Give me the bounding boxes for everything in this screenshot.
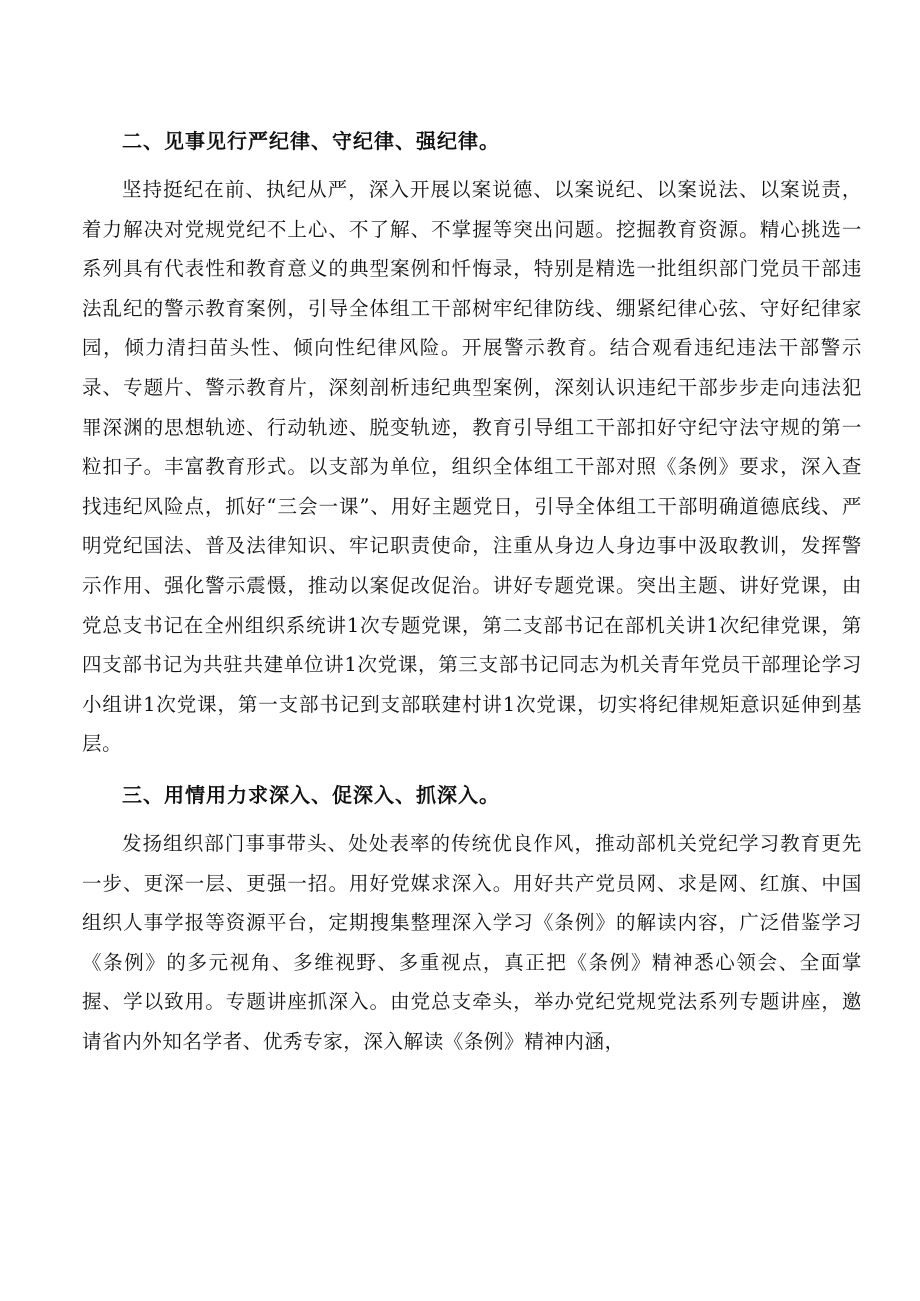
- section-paragraph-3: 发扬组织部门事事带头、处处表率的传统优良作风，推动部机关党纪学习教育更先一步、更深一层、更强一招。用好党媒求深入。用好共产党员网、求是网、红旗、中国组织人事学报等资源平台，定期搜集整理深入学习《条例》的解读内容，广泛借鉴学习《条例》的多元视角、多维视野、多重视点，真正把《条例》精神悉心领会、全面掌握、学以致用。专题讲座抓深入。由党总支牵头，举办党纪党规党法系列专题讲座，邀请省内外知名学者、优秀专家，深入解读《条例》精神内涵，: [82, 831, 862, 1053]
- section-heading-3: 三、用情用力求深入、促深入、抓深入。: [122, 782, 500, 807]
- section-heading-2: 二、见事见行严纪律、守纪律、强纪律。: [122, 129, 500, 153]
- section-paragraph-2: 坚持挺纪在前、执纪从严，深入开展以案说德、以案说纪、以案说法、以案说责，着力解决对党规党纪不上心、不了解、不掌握等突出问题。挖掘教育资源。精心挑选一系列具有代表性和教育意义的典型案例和忏悔录，特别是精选一批组织部门党员干部违法乱纪的警示教育案例，引导全体组工干部树牢纪律防线、绷紧纪律心弦、守好纪律家园，倾力清扫苗头性、倾向性纪律风险。开展警示教育。结合观看违纪违法干部警示录、专题片、警示教育片，深刻剖析违纪典型案例，深刻认识违纪干部步步走向违法犯罪深渊的思想轨迹、行动轨迹、脱变轨迹，教育引导组工干部扣好守纪守法守规的第一粒扣子。丰富教育形式。以支部为单位，组织全体组工干部对照《条例》要求，深入查找违纪风险点，抓好“三会一课”、用好主题党日，引导全体组工干部明确道德底线、严明党纪国法、普及法律知识、牢记职责使命，注重从身边人身边事中汲取教训，发挥警示作用、强化警示震慑，推动以案促改促治。讲好专题党课。突出主题、讲好党课，由党总支书记在全州组织系统讲1次专题党课，第二支部书记在部机关讲1次纪律党课，第四支部书记为共驻共建单位讲1次党课，第三支部书记同志为机关青年党员干部理论学习小组讲1次党课，第一支部书记到支部联建村讲1次党课，切实将纪律规矩意识延伸到基层。: [82, 178, 862, 756]
- document-page: [82, 118, 862, 1069]
